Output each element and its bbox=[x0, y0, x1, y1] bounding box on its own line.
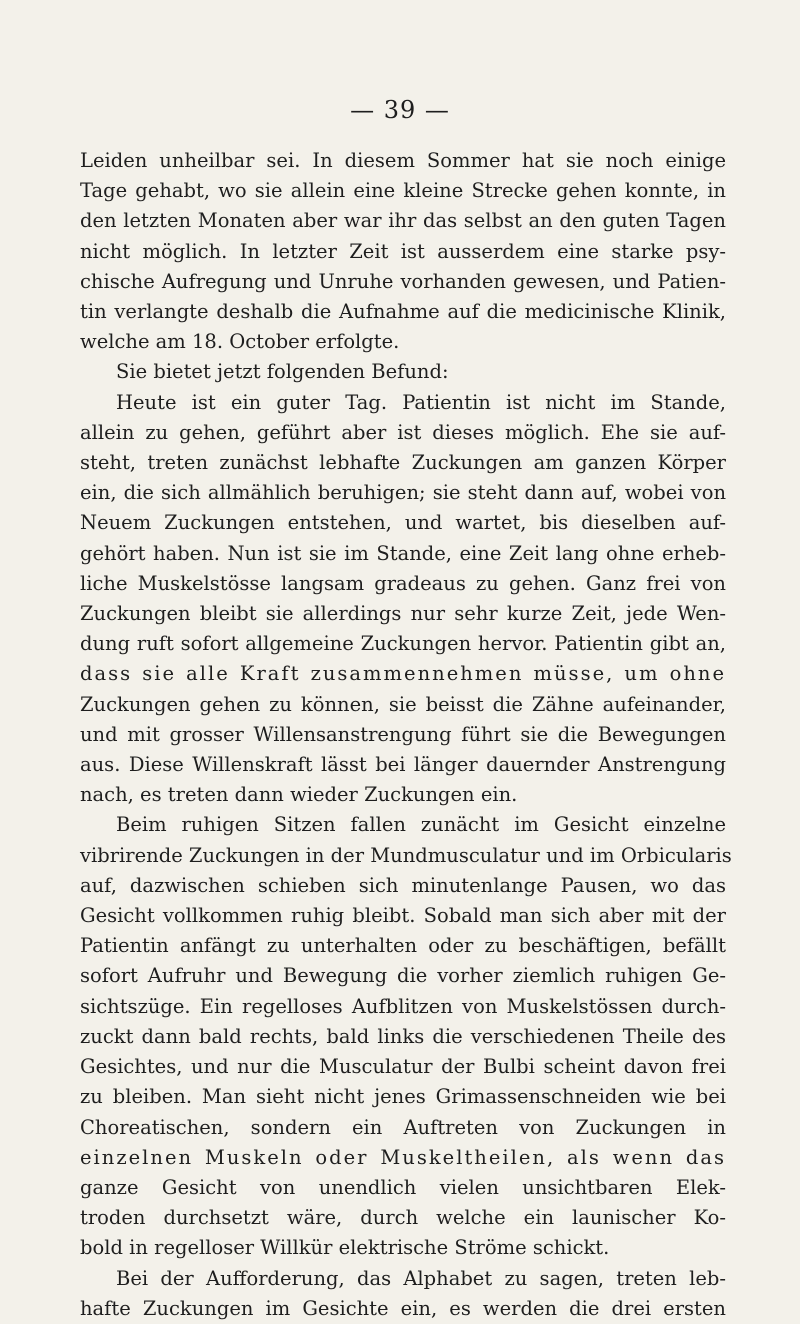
text-line: den letzten Monaten aber war ihr das selbst an den guten Tagen bbox=[80, 209, 726, 233]
text-line: ein, die sich allmählich beruhigen; sie steht dann auf, wobei von bbox=[80, 481, 726, 505]
text-line: nach, es treten dann wieder Zuckungen ein. bbox=[80, 783, 518, 807]
text-line: Heute ist ein guter Tag. Patientin ist nicht im Stande, bbox=[116, 390, 726, 414]
text-line: dass sie alle Kraft zusammennehmen müsse, um ohne bbox=[80, 662, 726, 686]
text-line: troden durchsetzt wäre, durch welche ein launischer Ko- bbox=[80, 1206, 726, 1230]
text-line: gehört haben. Nun ist sie im Stande, eine Zeit lang ohne erheb- bbox=[80, 541, 726, 565]
text-line: hafte Zuckungen im Gesichte ein, es werden die drei ersten bbox=[80, 1296, 726, 1320]
text-line: allein zu gehen, geführt aber ist dieses möglich. Ehe sie auf- bbox=[80, 420, 726, 444]
text-line: nicht möglich. In letzter Zeit ist ausserdem eine starke psy- bbox=[80, 239, 726, 263]
text-line: welche am 18. October erfolgte. bbox=[80, 330, 400, 354]
text-line: Gesicht vollkommen ruhig bleibt. Sobald man sich aber mit der bbox=[80, 904, 726, 928]
text-line: dung ruft sofort allgemeine Zuckungen hervor. Patientin gibt an, bbox=[80, 632, 726, 656]
text-line: vibrirende Zuckungen in der Mundmusculatur und im Orbicularis bbox=[80, 843, 732, 867]
text-line: Choreatischen, sondern ein Auftreten von Zuckungen in bbox=[80, 1115, 726, 1139]
text-line: Tage gehabt, wo sie allein eine kleine Strecke gehen konnte, in bbox=[80, 179, 726, 203]
text-line: Leiden unheilbar sei. In diesem Sommer hat sie noch einige bbox=[80, 149, 726, 172]
text-line: auf, dazwischen schieben sich minutenlange Pausen, wo das bbox=[80, 873, 726, 897]
text-line: tin verlangte deshalb die Aufnahme auf die medicinische Klinik, bbox=[80, 300, 726, 324]
text-line: sichtszüge. Ein regelloses Aufblitzen von Muskelstössen durch- bbox=[80, 994, 726, 1018]
text-line: sofort Aufruhr und Bewegung die vorher ziemlich ruhigen Ge- bbox=[80, 964, 726, 988]
text-line: bold in regelloser Willkür elektrische Ströme schickt. bbox=[80, 1236, 610, 1260]
text-line: steht, treten zunächst lebhafte Zuckungen am ganzen Körper bbox=[80, 451, 726, 475]
text-line: Zuckungen bleibt sie allerdings nur sehr kurze Zeit, jede Wen- bbox=[80, 602, 726, 626]
text-line: einzelnen Muskeln oder Muskeltheilen, als wenn das bbox=[80, 1145, 726, 1169]
text-line: Beim ruhigen Sitzen fallen zunächt im Gesicht einzelne bbox=[116, 813, 726, 837]
text-line: Patientin anfängt zu unterhalten oder zu beschäftigen, befällt bbox=[80, 934, 726, 958]
text-line: ganze Gesicht von unendlich vielen unsichtbaren Elek- bbox=[80, 1175, 726, 1199]
page-number: — 39 — bbox=[350, 96, 450, 124]
text-line: Neuem Zuckungen entstehen, und wartet, bis dieselben auf- bbox=[80, 511, 726, 535]
text-line: Gesichtes, und nur die Musculatur der Bulbi scheint davon frei bbox=[80, 1055, 726, 1079]
text-line: Sie bietet jetzt folgenden Befund: bbox=[116, 360, 449, 384]
body-text bbox=[80, 146, 732, 1324]
text-line: liche Muskelstösse langsam gradeaus zu gehen. Ganz frei von bbox=[80, 571, 726, 595]
text-line: zuckt dann bald rechts, bald links die verschiedenen Theile des bbox=[80, 1024, 726, 1048]
text-line: zu bleiben. Man sieht nicht jenes Grimassenschneiden wie bei bbox=[80, 1085, 726, 1109]
text-line: Bei der Aufforderung, das Alphabet zu sagen, treten leb- bbox=[116, 1266, 726, 1290]
text-line: aus. Diese Willenskraft lässt bei länger dauernder Anstrengung bbox=[80, 753, 726, 777]
text-line: Zuckungen gehen zu können, sie beisst die Zähne aufeinander, bbox=[80, 692, 726, 716]
text-line: und mit grosser Willensanstrengung führt sie die Bewegungen bbox=[80, 722, 726, 746]
text-line: chische Aufregung und Unruhe vorhanden gewesen, und Patien- bbox=[80, 269, 726, 293]
